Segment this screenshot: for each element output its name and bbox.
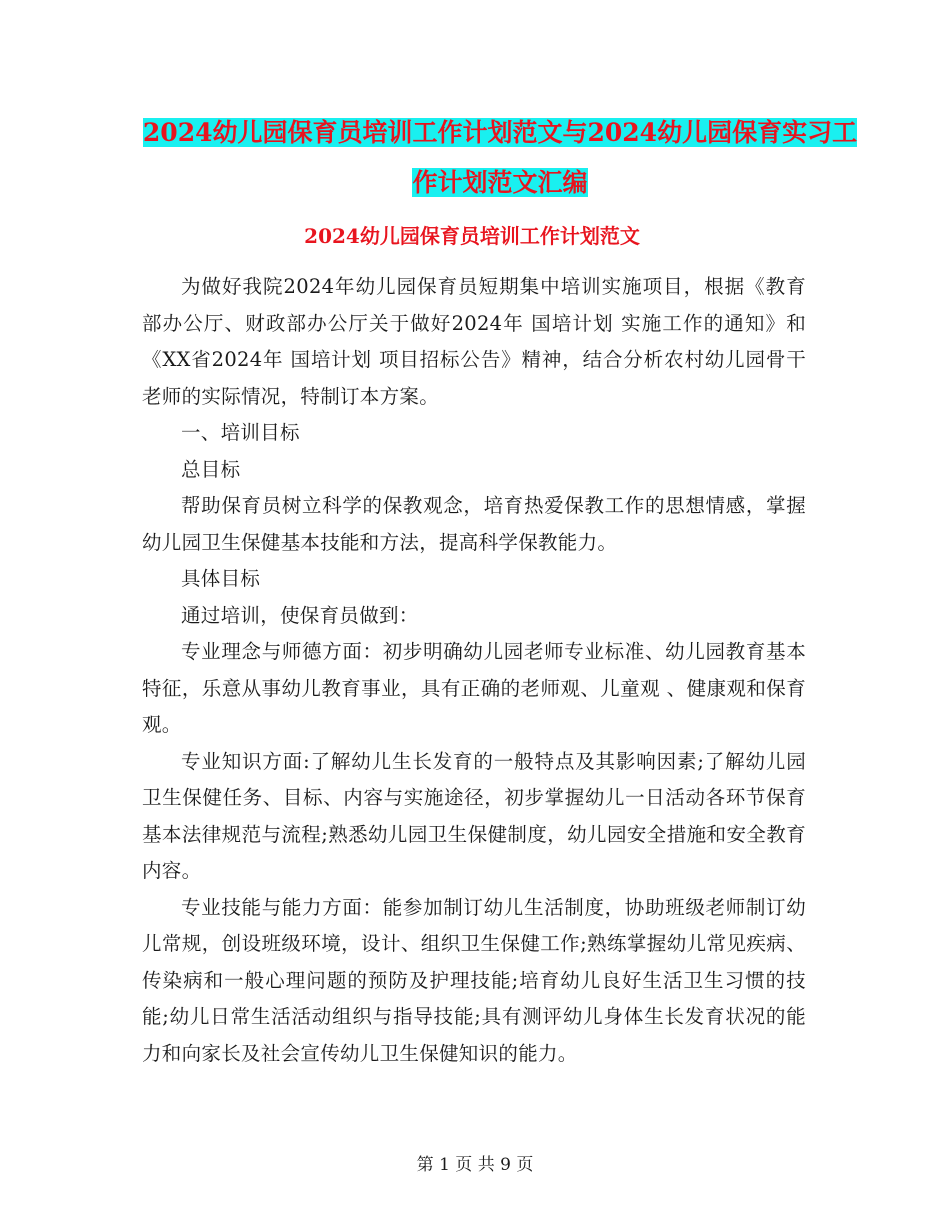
ethics-paragraph: 专业理念与师德方面：初步明确幼儿园老师专业标准、幼儿园教育基本特征，乐意从事幼儿教育事业，具有正确的老师观、儿童观 、健康观和保育观。 — [142, 640, 806, 736]
document-body — [142, 269, 806, 1072]
intro-paragraph: 为做好我院2024年幼儿园保育员短期集中培训实施项目，根据《教育部办公厅、财政部办公厅关于做好2024年 国培计划 实施工作的通知》和《XX省2024年 国培计划 项目招标公告》精神，结合分析农村幼儿园骨干老师的实际情况，特制订本方案。 — [142, 275, 806, 408]
specific-goals-intro: 通过培训，使保育员做到： — [181, 603, 419, 627]
heading-training-goals: 一、培训目标 — [181, 421, 300, 444]
heading-overall-goal: 总目标 — [181, 457, 241, 481]
skills-paragraph: 专业技能与能力方面：能参加制订幼儿生活制度，协助班级老师制订幼儿常规，创设班级环境，设计、组织卫生保健工作;熟练掌握幼儿常见疾病、传染病和一般心理问题的预防及护理技能;培育幼儿良好生活卫生习惯的技能;幼儿日常生活活动组织与指导技能;具有测评幼儿身体生长发育状况的能力和向家长及社会宣传幼儿卫生保健知识的能力。 — [142, 895, 806, 1065]
heading-specific-goals: 具体目标 — [181, 567, 261, 590]
document-title-text: 2024幼儿园保育员培训工作计划范文与2024幼儿园保育实习工作计划范文汇编 — [142, 118, 858, 197]
section-title: 2024幼儿园保育员培训工作计划范文 — [304, 224, 640, 248]
overall-goal-paragraph: 帮助保育员树立科学的保教观念，培育热爱保教工作的思想情感，掌握幼儿园卫生保健基本技能和方法，提高科学保教能力。 — [142, 494, 806, 554]
document-title — [140, 108, 860, 208]
knowledge-paragraph: 专业知识方面:了解幼儿生长发育的一般特点及其影响因素;了解幼儿园卫生保健任务、目标、内容与实施途径，初步掌握幼儿一日活动各环节保育基本法律规范与流程;熟悉幼儿园卫生保健制度，幼儿园安全措施和安全教育内容。 — [142, 749, 806, 882]
page-footer: 第 1 页 共 9 页 — [416, 1155, 534, 1175]
